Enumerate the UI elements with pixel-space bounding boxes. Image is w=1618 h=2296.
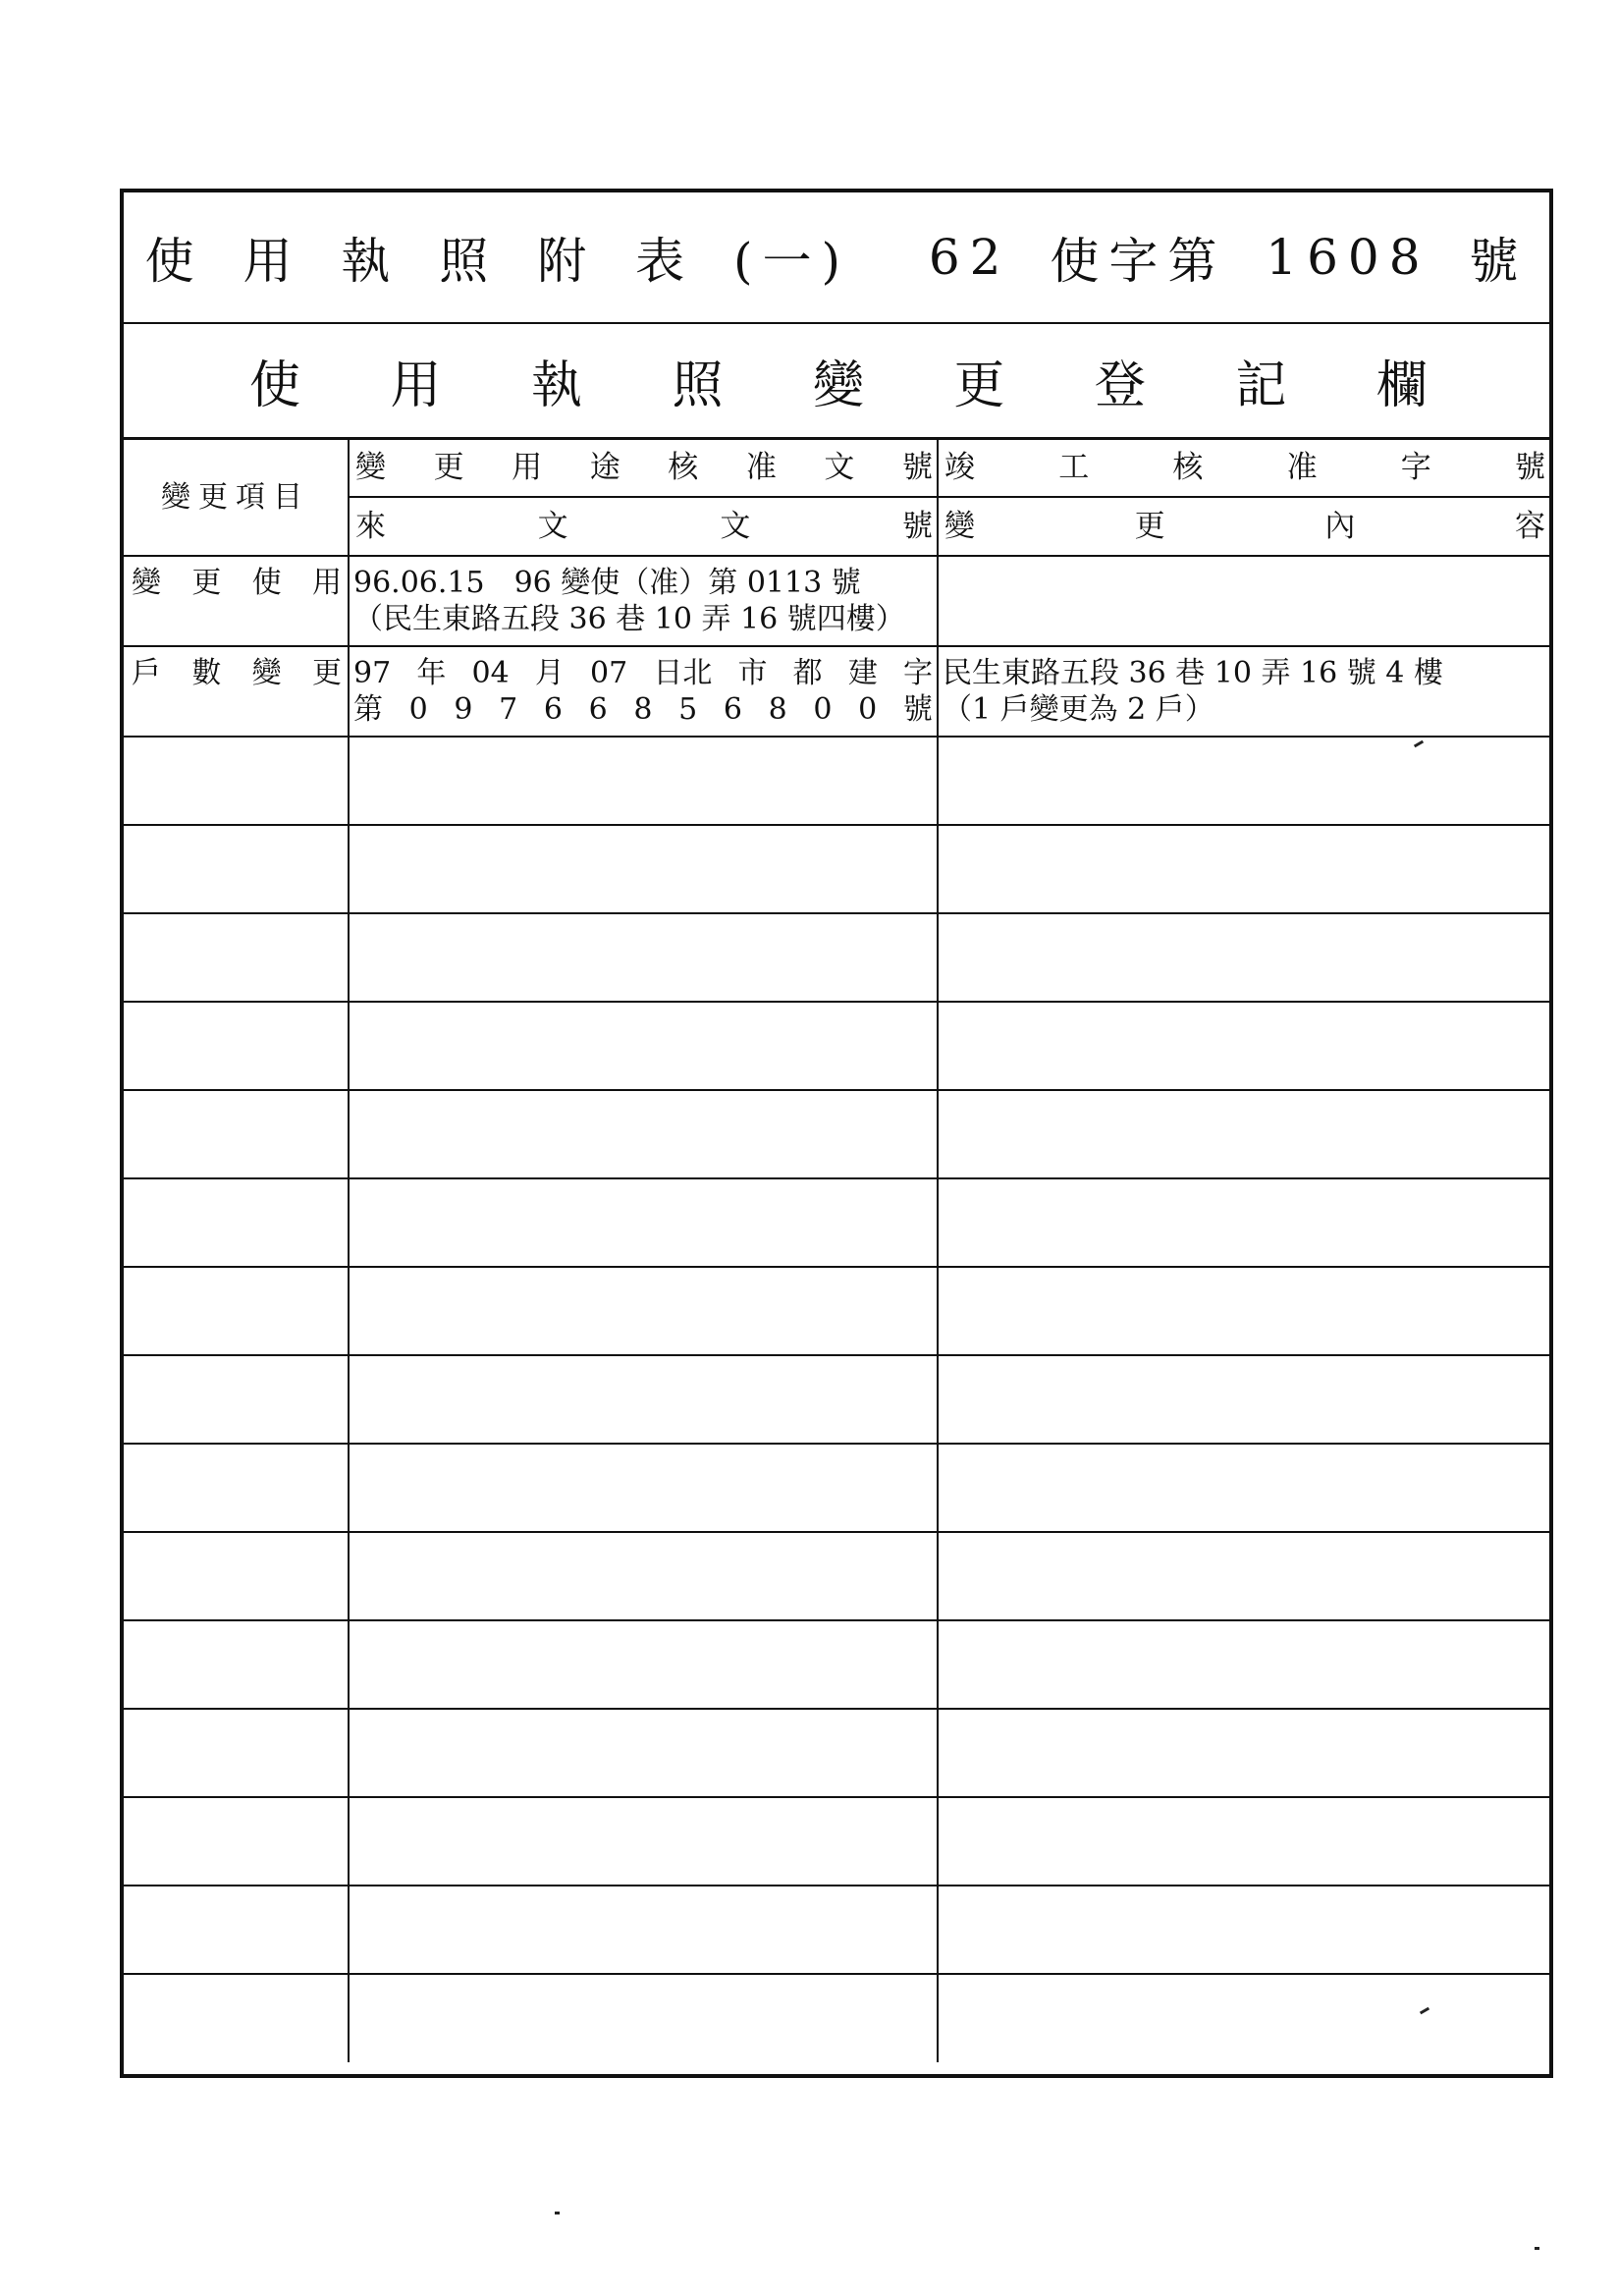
empty-cell [124, 1178, 349, 1267]
subtitle-char: 用 [390, 356, 442, 415]
item-char: 變 [251, 656, 282, 690]
empty-cell [938, 1532, 1549, 1620]
empty-cell [938, 913, 1549, 1002]
header-char: 核 [668, 450, 699, 486]
header-char: 更 [433, 450, 464, 486]
empty-cell [124, 1267, 349, 1355]
approval-token: 6 [723, 692, 742, 727]
title-word: 附 [537, 233, 597, 290]
header-char: 文 [720, 508, 751, 544]
empty-cell [124, 1709, 349, 1797]
change-register-table [124, 440, 1549, 2062]
empty-cell [124, 1974, 349, 2062]
table-row [124, 646, 1549, 737]
empty-cell [938, 1090, 1549, 1178]
approval-line: （民生東路五段 36 巷 10 弄 16 號四樓） [353, 602, 905, 636]
empty-cell [938, 1178, 1549, 1267]
title-word: 用 [243, 233, 302, 290]
empty-cell [349, 1886, 938, 1974]
approval-token: 都 [792, 655, 823, 690]
subtitle-char: 記 [1235, 356, 1287, 415]
title-word: 號 [1469, 233, 1529, 290]
empty-cell [938, 825, 1549, 913]
empty-cell [938, 1886, 1549, 1974]
header-char: 用 [512, 450, 543, 486]
scan-speck [1535, 2247, 1539, 2250]
approval-token: 7 [499, 692, 518, 727]
empty-cell [349, 1974, 938, 2062]
empty-row [124, 1620, 1549, 1709]
approval-line [350, 655, 937, 692]
empty-cell [938, 1797, 1549, 1886]
approval-token: 97 [353, 655, 392, 690]
header-char: 來 [355, 508, 386, 544]
title-word: 62 [928, 229, 1011, 286]
empty-row [124, 913, 1549, 1002]
empty-row [124, 1178, 1549, 1267]
approval-token: 市 [737, 655, 768, 690]
empty-cell [124, 737, 349, 825]
empty-cell [124, 1355, 349, 1444]
item-char: 更 [311, 656, 342, 690]
header-change-content [938, 497, 1549, 556]
approval-token: 0 [813, 692, 833, 727]
title-word: (一) [733, 233, 851, 290]
subtitle-char: 登 [1094, 356, 1146, 415]
approval-token: 第 [353, 692, 383, 727]
empty-row [124, 1090, 1549, 1178]
header-change-item: 變更項目 [124, 440, 349, 556]
form-subtitle [124, 324, 1549, 440]
header-approval-no [349, 440, 938, 497]
empty-cell [124, 1002, 349, 1090]
header-char: 字 [1400, 450, 1431, 486]
header-completion-no [938, 440, 1549, 497]
empty-row [124, 825, 1549, 913]
empty-cell [349, 1178, 938, 1267]
header-char: 准 [745, 450, 777, 486]
subtitle-char: 使 [249, 356, 301, 415]
item-char: 變 [132, 566, 161, 600]
approval-token: 年 [416, 655, 447, 690]
header-char: 變 [355, 450, 386, 486]
empty-row [124, 737, 1549, 825]
header-char: 核 [1172, 450, 1204, 486]
scan-speck [555, 2212, 560, 2214]
approval-token: 0 [858, 692, 878, 727]
header-char: 號 [901, 508, 933, 544]
item-char: 戶 [132, 656, 161, 690]
empty-row [124, 1886, 1549, 1974]
approval-token: 8 [633, 692, 653, 727]
empty-row [124, 1355, 1549, 1444]
empty-cell [124, 1090, 349, 1178]
header-char: 工 [1058, 450, 1090, 486]
header-char: 號 [1514, 450, 1545, 486]
approval-token: 字 [902, 655, 933, 690]
title-word: 使 [144, 233, 204, 290]
item-char: 使 [251, 566, 282, 600]
subtitle-char: 更 [953, 356, 1005, 415]
subtitle-char: 變 [812, 356, 864, 415]
approval-token: 6 [588, 692, 608, 727]
approval-token: 5 [678, 692, 698, 727]
header-row [124, 440, 1549, 497]
header-char: 變 [944, 508, 975, 544]
empty-cell [938, 737, 1549, 825]
empty-cell [349, 825, 938, 913]
empty-cell [349, 1002, 938, 1090]
item-char: 用 [311, 566, 342, 600]
empty-row [124, 1532, 1549, 1620]
empty-cell [938, 1002, 1549, 1090]
empty-cell [349, 1620, 938, 1709]
empty-cell [349, 1797, 938, 1886]
empty-cell [124, 1444, 349, 1532]
title-word: 照 [439, 233, 499, 290]
header-char: 准 [1286, 450, 1318, 486]
title-word: 表 [635, 233, 695, 290]
subtitle-char: 照 [672, 356, 724, 415]
approval-token: 號 [902, 692, 933, 727]
title-word: 執 [341, 233, 401, 290]
content-line: （1 戶變更為 2 戶） [943, 692, 1214, 727]
approval-token: 0 [408, 692, 428, 727]
approval-token: 04 [471, 655, 510, 690]
subtitle-char: 執 [530, 356, 582, 415]
empty-row [124, 1709, 1549, 1797]
empty-cell [349, 1444, 938, 1532]
approval-token: 9 [454, 692, 473, 727]
empty-cell [938, 1444, 1549, 1532]
change-content-cell [938, 556, 1549, 646]
empty-cell [349, 1709, 938, 1797]
header-char: 文 [537, 508, 568, 544]
empty-cell [938, 1620, 1549, 1709]
empty-cell [349, 1267, 938, 1355]
header-char: 途 [589, 450, 620, 486]
approval-token: 07 [590, 655, 628, 690]
empty-cell [124, 825, 349, 913]
table-row [124, 556, 1549, 646]
header-char: 更 [1134, 508, 1165, 544]
empty-cell [349, 1090, 938, 1178]
approval-token: 6 [543, 692, 563, 727]
approval-token: 8 [768, 692, 787, 727]
title-word: 使字第 [1050, 233, 1227, 290]
empty-cell [124, 1797, 349, 1886]
empty-cell [938, 1974, 1549, 2062]
empty-cell [349, 1532, 938, 1620]
change-item-cell [124, 556, 349, 646]
empty-row [124, 1974, 1549, 2062]
item-char: 更 [191, 566, 222, 600]
empty-cell [349, 737, 938, 825]
header-char: 竣 [944, 450, 975, 486]
item-char: 數 [191, 656, 222, 690]
empty-cell [349, 913, 938, 1002]
header-char: 號 [901, 450, 933, 486]
approval-line [350, 691, 937, 729]
empty-row [124, 1002, 1549, 1090]
empty-cell [124, 1886, 349, 1974]
change-content-cell [938, 646, 1549, 737]
header-char: 內 [1324, 508, 1356, 544]
empty-cell [938, 1709, 1549, 1797]
empty-cell [349, 1355, 938, 1444]
header-char: 容 [1514, 508, 1545, 544]
change-item-cell [124, 646, 349, 737]
content-line: 民生東路五段 36 巷 10 弄 16 號 4 樓 [943, 655, 1443, 690]
empty-row [124, 1267, 1549, 1355]
subtitle-char: 欄 [1375, 356, 1428, 415]
title-word: 1608 [1266, 229, 1430, 286]
empty-cell [124, 913, 349, 1002]
empty-cell [938, 1267, 1549, 1355]
approval-line: 96.06.15 96 變使（准）第 0113 號 [353, 565, 861, 600]
header-char: 文 [824, 450, 855, 486]
approval-no-cell [349, 646, 938, 737]
approval-no-cell [349, 556, 938, 646]
header-incoming-doc-no [349, 497, 938, 556]
usage-license-form [120, 189, 1553, 2078]
empty-cell [124, 1620, 349, 1709]
form-title [124, 192, 1549, 324]
approval-token: 建 [847, 655, 878, 690]
approval-token: 日北 [653, 655, 713, 690]
empty-row [124, 1444, 1549, 1532]
empty-cell [124, 1532, 349, 1620]
empty-cell [938, 1355, 1549, 1444]
approval-token: 月 [534, 655, 565, 690]
empty-row [124, 1797, 1549, 1886]
